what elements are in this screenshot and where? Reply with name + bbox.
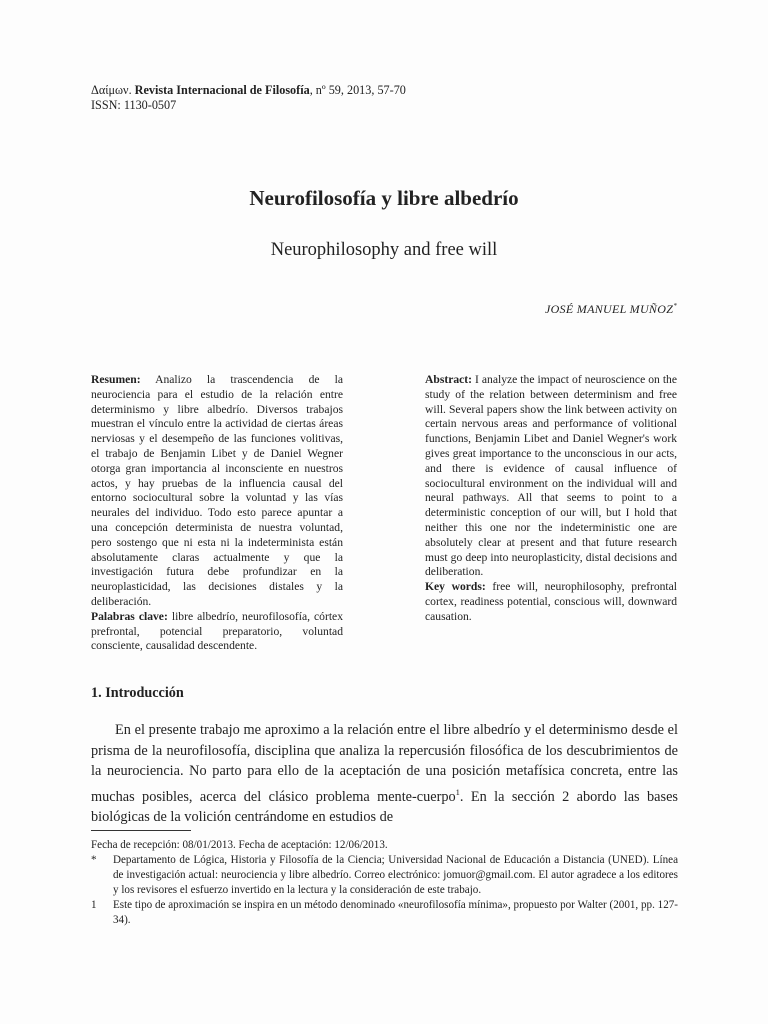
journal-citation: Δαίμων. Revista Internacional de Filosofía, nº 59, 2013, 57-70 [91,83,406,97]
footnote-author-text: Departamento de Lógica, Historia y Filosofía de la Ciencia; Universidad Nacional de Educación a Distancia (UNED). Línea de investigación actual: neurociencia y libre albedrío. Correo electrónico: jomuor@gmail.com. El autor agradece a los editores y los revisores el esfuerzo invertido en la lectura y la consideración de este trabajo. [113,854,678,897]
footnote-1-mark: 1 [91,899,97,912]
keywords-label: Key words: [425,580,486,594]
resumen-label: Resumen: [91,373,141,386]
abstract-paragraph [425,373,677,580]
body-paragraph [91,720,678,828]
section-heading: 1. Introducción [91,685,184,701]
palabras-clave-label: Palabras clave: [91,609,168,623]
footnote-author [91,853,678,898]
journal-name: Revista Internacional de Filosofía [134,83,310,97]
footnote-1-text: Este tipo de aproximación se inspira en un método denominado «neurofilosofía mínima», propuesto por Walter (2001, pp. 127- 34). [113,899,678,927]
abstract-text: I analyze the impact of neuroscience on the study of the relation between determinism and free will. Several papers show the link between activity on certain nervous areas and performance of volitional functions, Benjamin Libet and Daniel Wegner's work gives great importance to the unconscious in our acts, and there is evidence of causal influence of sociocultural environment on the individual will and neural pathways. All that seems to point to a deterministic conception of our will, but I hold that neither this one nor the indeterministic one are absolutely clear at present and that future research must go deep into neuroplasticity, distal decisions and deliberation. [425,373,677,579]
keywords-paragraph [425,580,677,624]
journal-issn: ISSN: 1130-0507 [91,98,177,112]
palabras-clave-paragraph [91,610,343,654]
footnote-ref-1: 1 [455,786,460,797]
footnote-1 [91,898,678,928]
paper-subtitle: Neurophilosophy and free will [270,240,498,260]
resumen-paragraph [91,373,343,610]
body-text-part2: . En la sección 2 abordo las bases biológicas de la volición centrándome en estudios de [91,788,678,826]
footnote-author-mark: * [91,854,97,867]
resumen-column [91,373,343,654]
keywords-text: free will, neurophilosophy, prefrontal cortex, readiness potential, conscious will, downward causation. [425,580,677,623]
body-text-part1: En el presente trabajo me aproximo a la relación entre el libre albedrío y el determinismo desde el prisma de la neurofilosofía, disciplina que analiza la repercusión filosófica de los descubrimientos de la neurociencia. No parto para ello de la aceptación de una posición metafísica concreta, entre las muchas posibles, acerca del clásico problema mente-cuerpo [91,722,678,805]
footnote-divider [91,830,191,831]
abstract-column [425,373,677,625]
footnote-dates: Fecha de recepción: 08/01/2013. Fecha de aceptación: 12/06/2013. [91,839,388,851]
footnotes [91,838,678,929]
paper-title: Neurofilosofía y libre albedrío [249,186,519,210]
journal-header [91,83,406,113]
author-line [545,302,677,317]
abstract-label: Abstract: [425,373,473,386]
palabras-clave-text: libre albedrío, neurofilosofía, córtex prefrontal, potencial preparatorio, voluntad consciente, causalidad descendente. [91,609,343,653]
author-name: JOSÉ MANUEL MUÑOZ [544,302,674,316]
resumen-text: Analizo la trascendencia de la neurociencia para el estudio de la relación entre determinismo y libre albedrío. Diversos trabajos muestran el vínculo entre la actividad de ciertas áreas nerviosas y el desempeño de las funciones volitivas, el trabajo de Benjamin Libet y de Daniel Wegner otorga gran importancia al inconsciente en nuestros actos, y hay pruebas de la influencia causal del entorno sociocultural sobre la voluntad y las vías neurales del individuo. Todo esto parece apuntar a una concepción determinista de nuestra voluntad, pero sostengo que ni esta ni la indeterminista están absolutamente claras actualmente y que la investigación futura debe profundizar en la neuroplasticidad, las decisiones distales y la deliberación. [91,373,343,608]
journal-greek-name: Δαίμων [91,83,129,97]
author-footnote-mark: * [673,302,677,310]
journal-issue: , nº 59, 2013, 57-70 [309,83,406,97]
